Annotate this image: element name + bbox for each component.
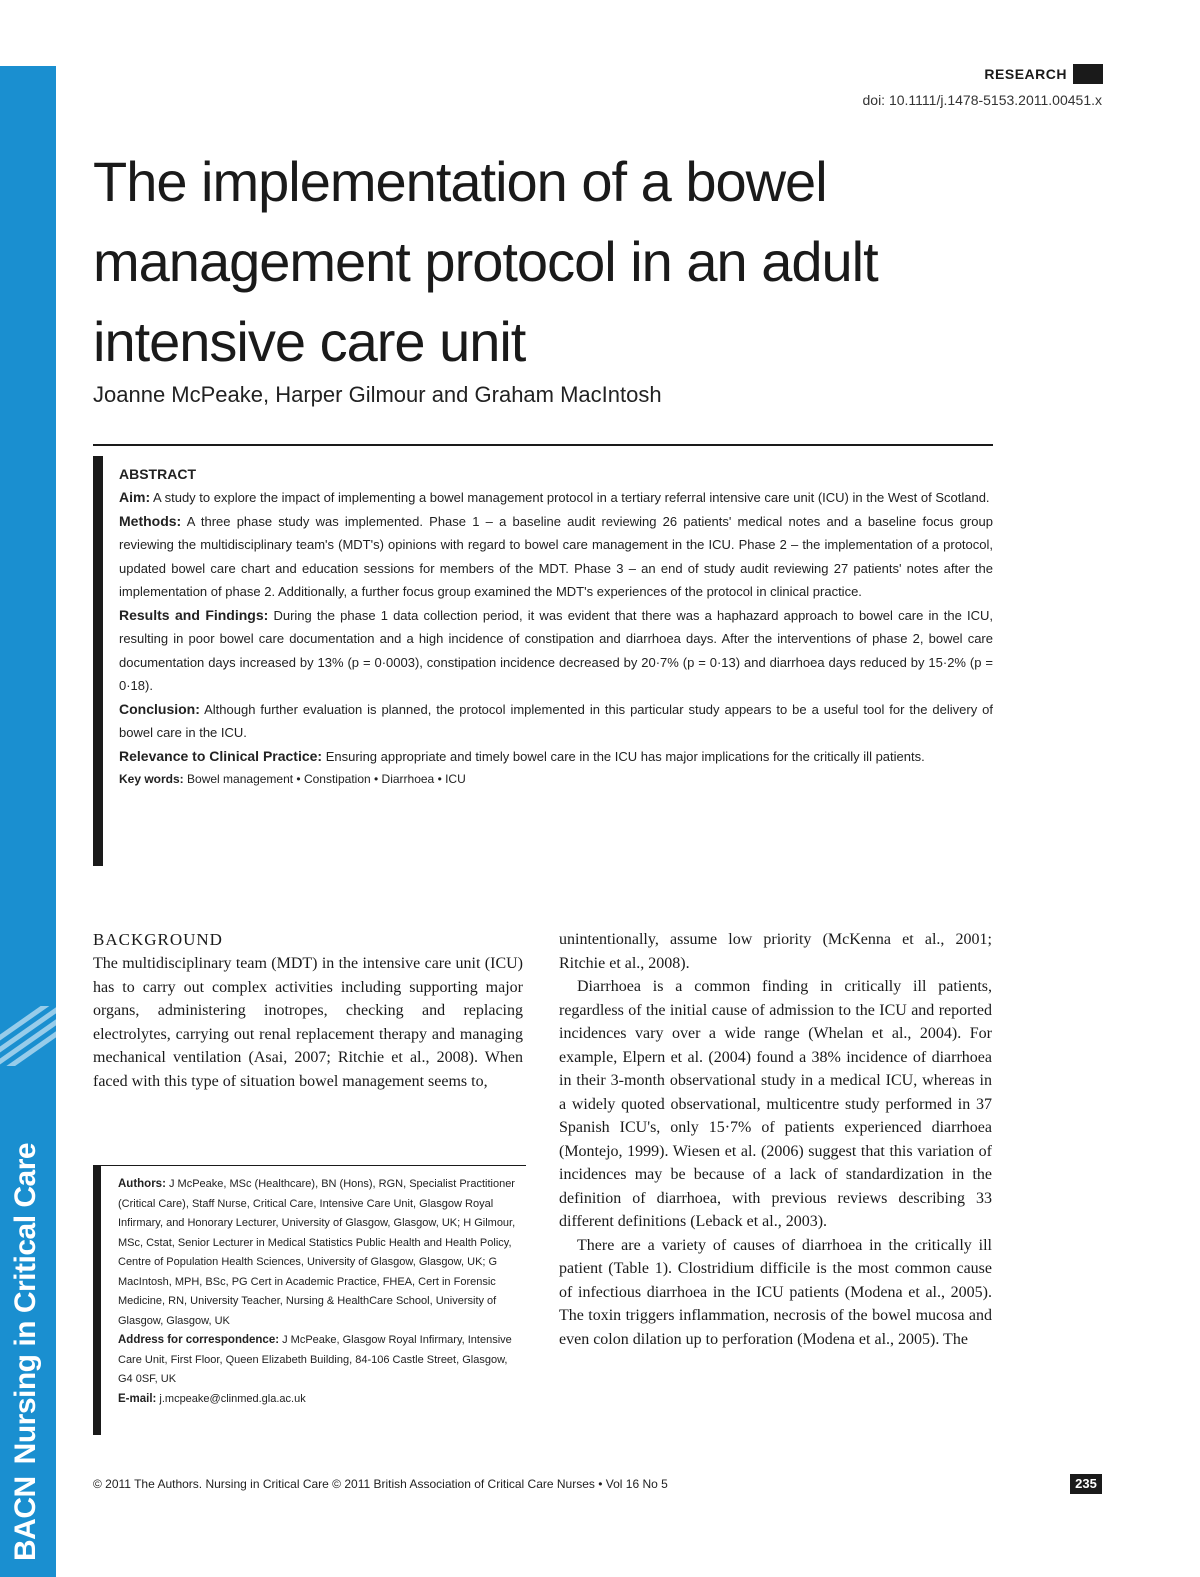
address-label: Address for correspondence: [118,1334,280,1346]
abstract-box [93,456,993,866]
conclusion-text: Although further evaluation is planned, the protocol implemented in this particular study appears to be a useful tool for the delivery of bowel care in the ICU. [119,701,993,740]
authors-text: J McPeake, MSc (Healthcare), BN (Hons), RGN, Specialist Practitioner (Critical Care), Staff Nurse, Critical Care, Intensive Care Unit, Glasgow Royal Infirmary, and Honorary Lecturer, University of Glasgow, Glasgow, UK; H Gilmour, MSc, Cstat, Senior Lecturer in Medical Statistics Public Health and Health Policy, Centre of Population Health Sciences, University of Glasgow, Glasgow, UK; G MacIntosh, MPH, BSc, PG Cert in Academic Practice, FHEA, Cert in Forensic Medicine, RN, University Teacher, Nursing & HealthCare School, University of Glasgow, Glasgow, UK [118,1178,516,1327]
address-text: J McPeake, Glasgow Royal Infirmary, Intensive Care Unit, First Floor, Queen Elizabeth Building, 84-106 Castle Street, Glasgow, G4 0SF, UK [118,1334,512,1385]
author-info-bar [93,1165,101,1435]
doi[interactable]: doi: 10.1111/j.1478-5153.2011.00451.x [862,92,1102,108]
results-label: Results and Findings: [119,606,269,623]
section-label: RESEARCH [984,66,1067,82]
footer-copyright: © 2011 The Authors. Nursing in Critical Care © 2011 British Association of Critical Care Nurses • Vol 16 No 5 [93,1477,668,1491]
bacn-logo: BACN [9,1476,42,1561]
author-affiliations [118,1175,518,1331]
abstract-relevance [119,745,993,769]
abstract-heading: ABSTRACT [119,466,196,482]
abstract-results [119,604,993,698]
page-number: 235 [1070,1474,1102,1494]
sidebar-stripes [0,1006,56,1066]
right-paragraph-3: There are a variety of causes of diarrhoea in the critically ill patient (Table 1). Clostridium difficile is the most common cause of infectious diarrhoea in the ICU patients (Modena et al., 2005). The toxin triggers inflammation, necrosis of the bowel mucosa and even colon dilation up to perforation (Modena et al., 2005). The [559,1236,992,1348]
keywords-label: Key words: [119,772,184,786]
correspondence-address [118,1331,518,1390]
journal-sidebar [0,66,56,1577]
title-rule [93,444,993,446]
background-heading: BACKGROUND [93,930,223,949]
keywords-text: Bowel management • Constipation • Diarrhoea • ICU [187,772,466,786]
email-link[interactable]: j.mcpeake@clinmed.gla.ac.uk [159,1392,306,1405]
author-info-body [118,1175,518,1409]
conclusion-label: Conclusion: [119,700,200,717]
aim-text: A study to explore the impact of implementing a bowel management protocol in a tertiary referral intensive care unit (ICU) in the West of Scotland. [153,490,990,505]
correspondence-email [118,1390,518,1410]
methods-label: Methods: [119,512,182,529]
authors-label: Authors: [118,1178,166,1190]
aim-label: Aim: [119,489,151,505]
relevance-text: Ensuring appropriate and timely bowel care in the ICU has major implications for the critically ill patients. [325,748,925,764]
abstract-methods [119,510,993,604]
article-title: The implementation of a bowel management protocol in an adult intensive care unit [93,150,878,373]
results-text: During the phase 1 data collection period, it was evident that there was a haphazard approach to bowel care in the ICU, resulting in poor bowel care documentation and a high incidence of constipation and diarrhoea days. After the interventions of phase 2, bowel care documentation days increased by 13% (p = 0·0003), constipation incidence decreased by 20·7% (p = 0·13) and diarrhoea days reduced by 15·2% (p = 0·18). [119,607,993,693]
right-paragraph-1: unintentionally, assume low priority (McKenna et al., 2001; Ritchie et al., 2008). [559,931,992,972]
section-tag [984,64,1103,84]
relevance-label: Relevance to Clinical Practice: [119,747,323,764]
body-left-column [93,928,523,1093]
section-block [1073,64,1103,84]
sidebar-journal-title [9,1143,43,1561]
author-info-rule [93,1165,526,1166]
abstract-body [119,462,993,792]
body-right-column [559,928,992,1351]
abstract-bar [93,456,103,866]
abstract-aim [119,486,993,510]
methods-text: A three phase study was implemented. Phase 1 – a baseline audit reviewing 26 patients' medical notes and a baseline focus group reviewing the multidisciplinary team's (MDT's) opinions with regard to bowel care management in the ICU. Phase 2 – the implementation of a protocol, updated bowel care chart and education sessions for members of the MDT. Phase 3 – an end of study audit reviewing 27 patients' notes after the implementation of phase 2. Additionally, a further focus group examined the MDT's experiences of the protocol in clinical practice. [119,513,993,599]
abstract-keywords [119,768,993,792]
author-info-box [93,1165,526,1435]
article-authors: Joanne McPeake, Harper Gilmour and Graham MacIntosh [93,382,662,407]
background-paragraph: The multidisciplinary team (MDT) in the intensive care unit (ICU) has to carry out complex activities including supporting major organs, administering inotropes, checking and replacing electrolytes, carrying out renal replacement therapy and managing mechanical ventilation (Asai, 2007; Ritchie et al., 2008). When faced with this type of situation bowel management seems to, [93,955,523,1090]
email-label: E-mail: [118,1392,157,1405]
right-paragraph-2: Diarrhoea is a common finding in critically ill patients, regardless of the initial cause of admission to the ICU and reported incidences vary over a wide range (Whelan et al., 2004). For example, Elpern et al. (2004) found a 38% incidence of diarrhoea in their 3-month observational study in a medical ICU, whereas in a widely quoted observational, multicentre study performed in 37 Spanish ICU's, only 15·7% of patients experienced diarrhoea (Montejo, 1999). Wiesen et al. (2006) suggest that this variation of incidences may be because of a lack of standardization in the definition of diarrhoea, with previous reviews describing 33 different definitions (Leback et al., 2003). [559,978,992,1230]
journal-name: Nursing in Critical Care [9,1142,42,1465]
abstract-conclusion [119,698,993,745]
